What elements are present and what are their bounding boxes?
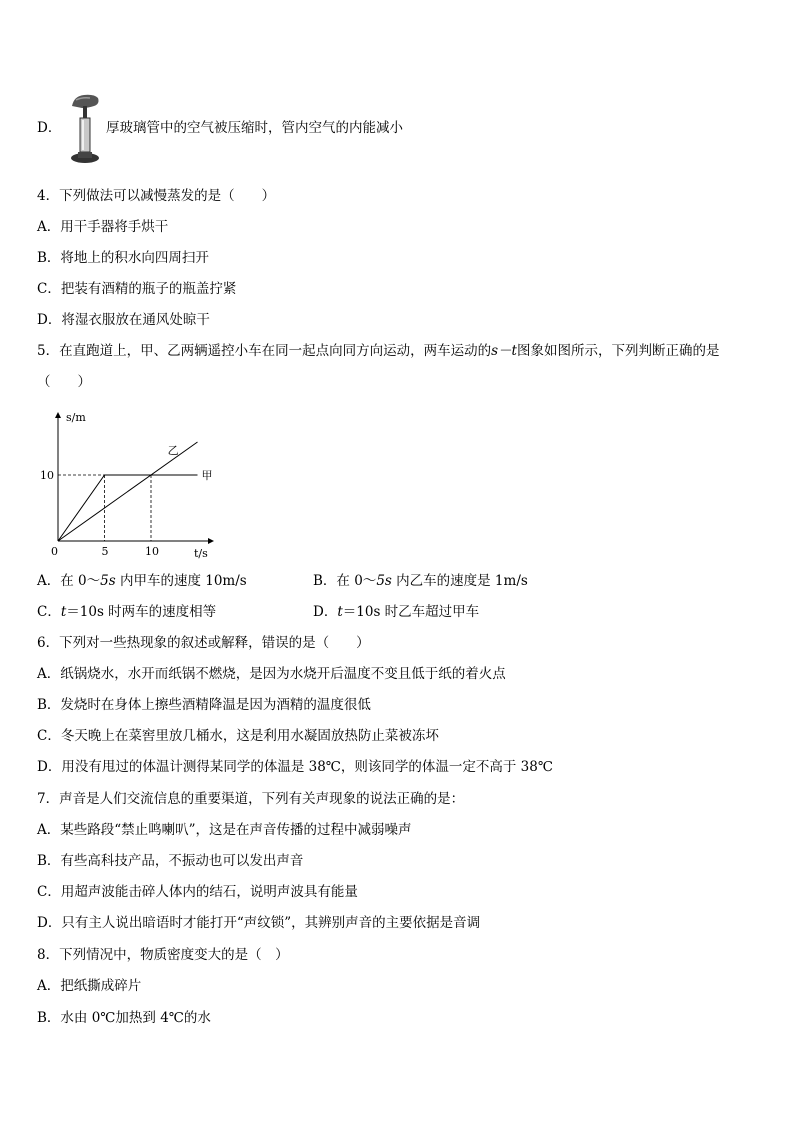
q4-option-b: B．将地上的积水向四周扫开: [37, 250, 209, 266]
q5-stem-math: s－t: [491, 343, 517, 359]
q4-option-c: C．把装有酒精的瓶子的瓶盖拧紧: [37, 281, 237, 297]
q3-option-d-label: D．: [37, 120, 62, 136]
q4-stem: 4．下列做法可以减慢蒸发的是（ ）: [37, 188, 276, 204]
q7-stem: 7．声音是人们交流信息的重要渠道，下列有关声现象的说法正确的是：: [37, 791, 465, 807]
q6-option-d: D．用没有甩过的体温计测得某同学的体温是 38℃，则该同学的体温一定不高于 38℃: [37, 759, 553, 775]
series-label-jia: 甲: [201, 469, 213, 482]
x-axis-label: t/s: [194, 547, 208, 560]
x-tick-label: 5: [101, 545, 109, 558]
q3-option-d-text: 厚玻璃管中的空气被压缩时，管内空气的内能减小: [106, 120, 403, 136]
q5-stem-text-a: 5．在直跑道上，甲、乙两辆遥控小车在同一起点向同方向运动，两车运动的: [37, 343, 492, 359]
y-axis-label: s/m: [66, 411, 86, 424]
q5-option-c-math: t: [60, 604, 67, 620]
q5-option-c: [37, 603, 216, 621]
q6-option-b: B．发烧时在身体上擦些酒精降温是因为酒精的温度很低: [37, 697, 371, 713]
q5-option-d-math: t: [337, 604, 343, 620]
q6-option-c: C．冬天晚上在菜窖里放几桶水，这是利用水凝固放热防止菜被冻坏: [37, 728, 439, 744]
x-tick-label: 10: [145, 545, 159, 558]
st-graph: [38, 405, 228, 565]
q6-stem: 6．下列对一些热现象的叙述或解释，错误的是（ ）: [37, 635, 370, 651]
series-label-yi: 乙: [167, 444, 179, 457]
q5-option-b-post: 内乙车的速度是 1m/s: [391, 573, 528, 589]
q5-option-c-pre: C．: [37, 604, 61, 620]
q5-option-a: [37, 572, 247, 590]
q7-option-c: C．用超声波能击碎人体内的结石，说明声波具有能量: [37, 884, 358, 900]
q5-stem: [37, 342, 719, 360]
q6-option-a: A．纸锅烧水，水开而纸锅不燃烧，是因为水烧开后温度不变且低于纸的着火点: [37, 666, 506, 682]
series-line-jia: [58, 475, 198, 541]
q7-option-b: B．有些高科技产品，不振动也可以发出声音: [37, 853, 304, 869]
q5-option-d: [313, 603, 479, 621]
q5-stem-paren: （ ）: [37, 374, 91, 390]
q7-option-d: D．只有主人说出暗语时才能打开“声纹锁”，其辨别声音的主要依据是音调: [37, 915, 481, 931]
glass-tube-apparatus-image: [68, 92, 102, 168]
q7-option-a: A．某些路段“禁止鸣喇叭”，这是在声音传播的过程中减弱噪声: [37, 822, 412, 838]
q5-option-b-math: 5s: [376, 573, 392, 589]
q5-option-d-post: ＝10s 时乙车超过甲车: [342, 604, 480, 620]
q4-option-d: D．将湿衣服放在通风处晾干: [37, 312, 210, 328]
x-tick-label: 0: [51, 545, 58, 558]
q8-option-b: B．水由 0℃加热到 4℃的水: [37, 1010, 211, 1026]
q4-option-a: A．用干手器将手烘干: [37, 219, 169, 235]
q5-option-b-pre: B．在 0～: [313, 573, 377, 589]
q5-stem-text-b: 图象如图所示，下列判断正确的是: [516, 343, 720, 359]
q8-option-a: A．把纸撕成碎片: [37, 978, 142, 994]
q5-option-d-pre: D．: [313, 604, 338, 620]
q5-option-a-math: 5s: [100, 573, 116, 589]
y-tick-label: 10: [40, 469, 54, 482]
q5-option-a-pre: A．在 0～: [37, 573, 101, 589]
q5-option-a-post: 内甲车的速度 10m/s: [115, 573, 247, 589]
q8-stem: 8．下列情况中，物质密度变大的是（ ）: [37, 947, 289, 963]
q5-option-b: [313, 572, 528, 590]
q5-option-c-post: ＝10s 时两车的速度相等: [66, 604, 217, 620]
